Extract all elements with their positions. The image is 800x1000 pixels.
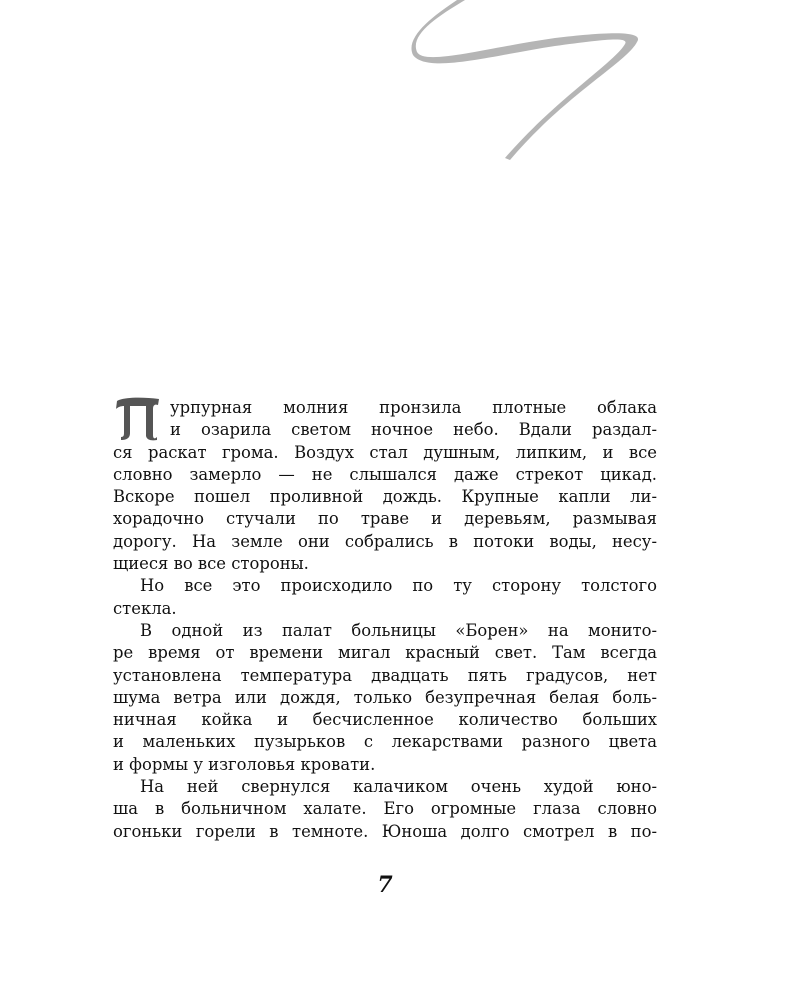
text-line: ша в больничном халате. Его огромные глаза словно [113, 799, 657, 819]
text-line: В одной из палат больницы «Борен» на монито- [140, 620, 657, 640]
text-line: Вскоре пошел проливной дождь. Крупные капли ли- [113, 487, 657, 507]
text-line: щиеся во все стороны. [113, 554, 309, 574]
text-line: ре время от времени мигал красный свет. Там всегда [113, 643, 657, 663]
text-line: хорадочно стучали по траве и деревьям, размывая [113, 509, 657, 529]
text-line: ничная койка и бесчисленное количество больших [113, 710, 657, 730]
dropcap-letter-pe [113, 395, 163, 441]
text-line: дорогу. На земле они собрались в потоки воды, несу- [113, 531, 657, 551]
text-line: стекла. [113, 598, 177, 618]
text-line: огоньки горели в темноте. Юноша долго смотрел в по- [113, 821, 657, 841]
paragraph-1 [113, 397, 657, 575]
text-line: шума ветра или дождя, только безупречная белая боль- [113, 687, 657, 707]
paragraph-2 [113, 575, 657, 620]
text-line: и формы у изголовья кровати. [113, 754, 376, 774]
paragraph-3 [113, 620, 657, 776]
body-text [113, 397, 657, 843]
text-line: ся раскат грома. Воздух стал душным, липким, и все [113, 442, 657, 462]
page-number: 7 [377, 872, 393, 898]
text-line: Но все это происходило по ту сторону толстого [140, 576, 657, 596]
decorative-swirl-ornament [405, 0, 655, 170]
text-line: словно замерло — не слышался даже стрекот цикад. [113, 464, 657, 484]
paragraph-4 [113, 776, 657, 843]
text-line: На ней свернулся калачиком очень худой юно- [140, 777, 657, 797]
text-line: установлена температура двадцать пять градусов, нет [113, 665, 657, 685]
text-line: и маленьких пузырьков с лекарствами разного цвета [113, 732, 657, 752]
text-line: и озарила светом ночное небо. Вдали раздал- [170, 420, 657, 440]
text-line: урпурная молния пронзила плотные облака [170, 398, 657, 417]
swirl-stroke [411, 0, 638, 160]
